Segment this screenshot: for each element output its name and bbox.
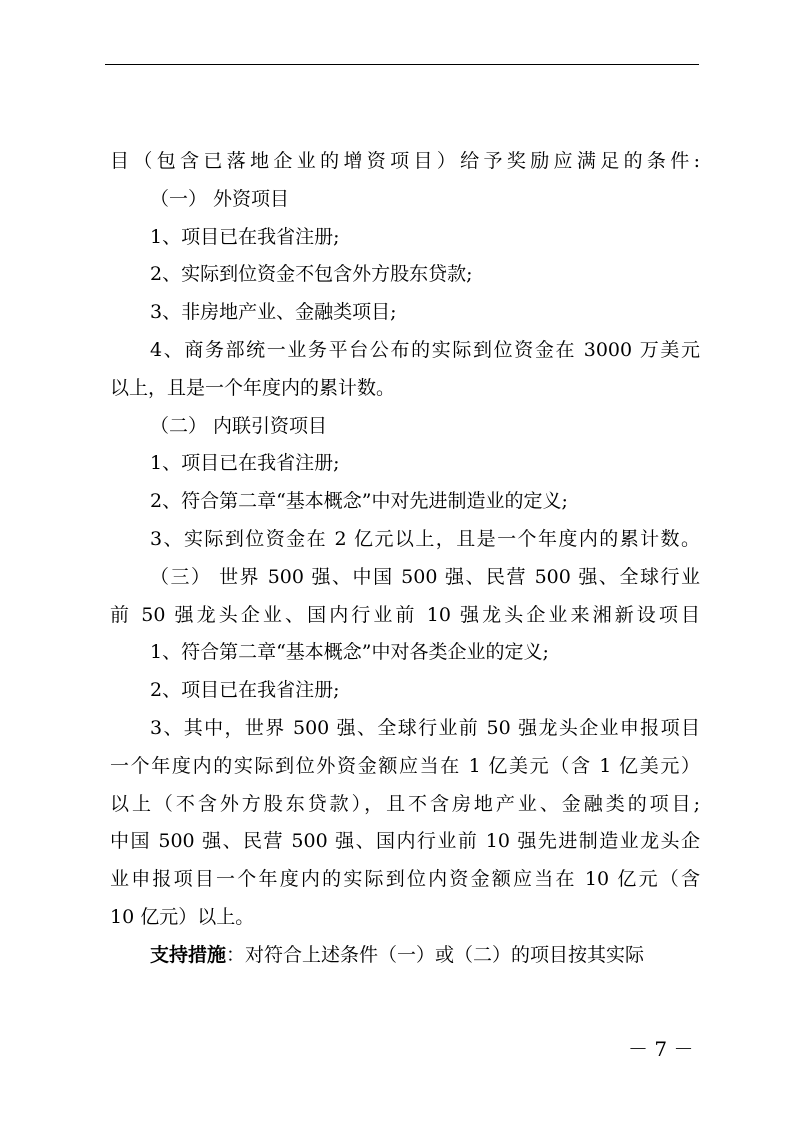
document-body — [110, 143, 700, 975]
condition-item-continuation: 一个年度内的实际到位外资金额应当在 1 亿美元（含 1 亿美元） — [110, 754, 700, 777]
condition-item: 3、其中，世界 500 强、全球行业前 50 强龙头企业申报项目 — [150, 716, 700, 739]
condition-item: 1、项目已在我省注册; — [150, 452, 340, 475]
condition-item: 1、符合第二章“基本概念”中对各类企业的定义; — [150, 641, 549, 664]
support-measures-paragraph — [110, 937, 700, 975]
section-heading-continuation: 前 50 强龙头企业、国内行业前 10 强龙头企业来湘新设项目 — [110, 603, 700, 626]
condition-item: 2、项目已在我省注册; — [150, 679, 340, 702]
condition-item: 3、非房地产业、金融类项目; — [150, 301, 397, 324]
condition-item: 2、实际到位资金不包含外方股东贷款; — [150, 263, 473, 286]
condition-item-continuation: 10 亿元）以上。 — [110, 905, 255, 928]
section-heading-domestic-investment: （二） 内联引资项目 — [150, 414, 328, 437]
support-measures-text: ：对符合上述条件（一）或（二）的项目按其实际 — [226, 943, 645, 966]
page-number: － 7 － — [628, 1037, 694, 1061]
support-measures-label: 支持措施 — [150, 943, 227, 966]
condition-item: 1、项目已在我省注册; — [150, 225, 340, 248]
paragraph-line-continuation: 目（包含已落地企业的增资项目）给予奖励应满足的条件: — [110, 150, 700, 172]
condition-item: 3、实际到位资金在 2 亿元以上，且是一个年度内的累计数。 — [150, 527, 700, 550]
section-heading-top-enterprises: （三） 世界 500 强、中国 500 强、民营 500 强、全球行业 — [150, 565, 700, 588]
section-heading-foreign-investment: （一） 外资项目 — [150, 187, 290, 210]
condition-item-continuation: 中国 500 强、民营 500 强、国内行业前 10 强先进制造业龙头企 — [110, 830, 700, 853]
condition-item: 2、符合第二章“基本概念”中对先进制造业的定义; — [150, 490, 568, 513]
condition-item-continuation: 业申报项目一个年度内的实际到位内资金额应当在 10 亿元（含 — [110, 868, 700, 891]
header-rule — [105, 64, 699, 65]
condition-item-continuation: 以上，且是一个年度内的累计数。 — [110, 376, 396, 399]
condition-item: 4、商务部统一业务平台公布的实际到位资金在 3000 万美元 — [150, 338, 700, 361]
condition-item-continuation: 以上（不含外方股东贷款），且不含房地产业、金融类的项目; — [110, 792, 700, 815]
